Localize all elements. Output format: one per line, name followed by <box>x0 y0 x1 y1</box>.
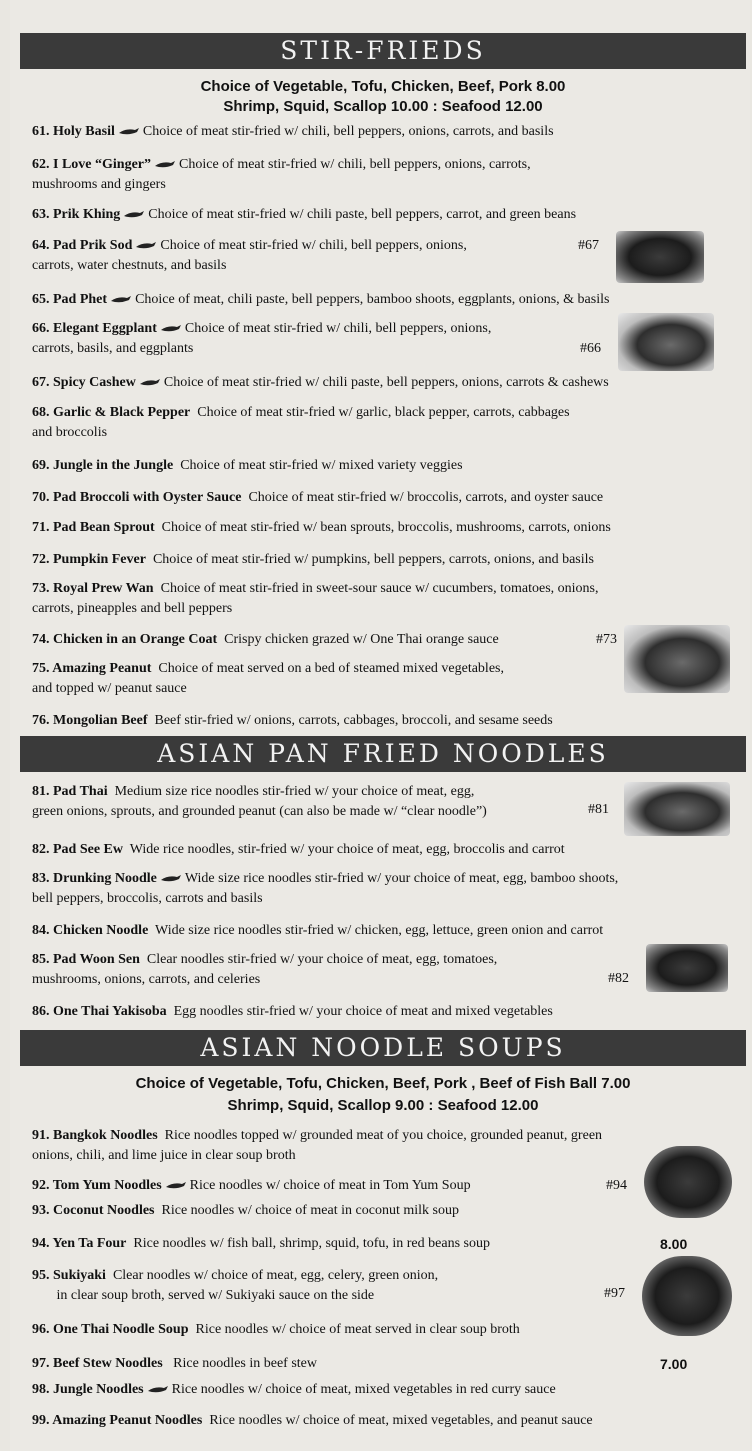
menu-item-73: 73. Royal Prew Wan Choice of meat stir-fried in sweet-sour sauce w/ cucumbers, tomatoes, onions, carrots, pineapples and bell peppers <box>32 581 599 616</box>
menu-item-81: 81. Pad Thai Medium size rice noodles stir-fried w/ your choice of meat, egg, green onions, sprouts, and grounded peanut (can also be made w/ “clear noodle”) <box>32 784 487 819</box>
photo-ref-97: #97 <box>604 1286 625 1301</box>
menu-item-64: 64. Pad Prik Sod Choice of meat stir-fried w/ chili, bell peppers, onions, carrots, water chestnuts, and basils <box>32 238 467 273</box>
menu-item-93: 93. Coconut Noodles Rice noodles w/ choice of meat in coconut milk soup <box>32 1203 459 1218</box>
menu-item-61: 61. Holy Basil Choice of meat stir-fried w/ chili, bell peppers, onions, carrots, and basils <box>32 124 554 139</box>
menu-item-68: 68. Garlic & Black Pepper Choice of meat stir-fried w/ garlic, black pepper, carrots, cabbages and broccolis <box>32 405 570 440</box>
menu-item-67: 67. Spicy Cashew Choice of meat stir-fried w/ chili paste, bell peppers, onions, carrots & cashews <box>32 375 609 390</box>
photo-ref-66: #66 <box>580 341 601 356</box>
menu-item-96: 96. One Thai Noodle Soup Rice noodles w/ choice of meat served in clear soup broth <box>32 1322 520 1337</box>
menu-item-65: 65. Pad Phet Choice of meat, chili paste, bell peppers, bamboo shoots, eggplants, onions, & basils <box>32 292 610 307</box>
dish-photo-67 <box>616 231 704 283</box>
stir-fried-price-line-1: Choice of Vegetable, Tofu, Chicken, Beef, Pork 8.00 <box>200 78 566 95</box>
menu-item-99: 99. Amazing Peanut Noodles Rice noodles w/ choice of meat, mixed vegetables, and peanut sauce <box>32 1413 593 1428</box>
chili-icon <box>160 874 182 883</box>
menu-item-98: 98. Jungle Noodles Rice noodles w/ choice of meat, mixed vegetables in red curry sauce <box>32 1382 556 1397</box>
chili-icon <box>118 127 140 136</box>
menu-item-76: 76. Mongolian Beef Beef stir-fried w/ onions, carrots, cabbages, broccoli, and sesame seeds <box>32 713 553 728</box>
price-beef-stew-noodles: 7.00 <box>660 1356 688 1372</box>
menu-item-91: 91. Bangkok Noodles Rice noodles topped w/ grounded meat of you choice, grounded peanut, green onions, chili, and lime juice in clear soup broth <box>32 1128 603 1163</box>
photo-ref-73: #73 <box>596 632 617 647</box>
section-banner-pan-fried-noodles: ASIAN PAN FRIED NOODLES <box>20 736 746 772</box>
menu-item-83: 83. Drunking Noodle Wide size rice noodles stir-fried w/ your choice of meat, egg, bamboo shoots, bell peppers, broccolis, carrots and basils <box>32 871 619 906</box>
menu-item-70: 70. Pad Broccoli with Oyster Sauce Choice of meat stir-fried w/ broccolis, carrots, and oyster sauce <box>32 490 604 505</box>
menu-item-85: 85. Pad Woon Sen Clear noodles stir-fried w/ your choice of meat, egg, tomatoes, mushrooms, onions, carrots, and celeries <box>32 952 498 987</box>
menu-item-75: 75. Amazing Peanut Choice of meat served on a bed of steamed mixed vegetables, and topped w/ peanut sauce <box>32 661 504 696</box>
chili-icon <box>160 324 182 333</box>
menu-item-62: 62. I Love “Ginger” Choice of meat stir-fried w/ chili, bell peppers, onions, carrots, mushrooms and gingers <box>32 157 531 192</box>
menu-item-69: 69. Jungle in the Jungle Choice of meat stir-fried w/ mixed variety veggies <box>32 458 463 473</box>
menu-item-92: 92. Tom Yum Noodles Rice noodles w/ choice of meat in Tom Yum Soup <box>32 1178 471 1193</box>
menu-item-95: 95. Sukiyaki Clear noodles w/ choice of meat, egg, celery, green onion, in clear soup broth, served w/ Sukiyaki sauce on the side <box>32 1268 439 1303</box>
menu-item-82: 82. Pad See Ew Wide rice noodles, stir-fried w/ your choice of meat, egg, broccolis and carrot <box>32 842 565 857</box>
photo-ref-81: #81 <box>588 802 609 817</box>
chili-icon <box>147 1385 169 1394</box>
menu-item-71: 71. Pad Bean Sprout Choice of meat stir-fried w/ bean sprouts, broccolis, mushrooms, carrots, onions <box>32 520 611 535</box>
noodle-soups-price-line-1: Choice of Vegetable, Tofu, Chicken, Beef, Pork , Beef of Fish Ball 7.00 <box>135 1075 631 1092</box>
menu-item-63: 63. Prik Khing Choice of meat stir-fried w/ chili paste, bell peppers, carrot, and green beans <box>32 207 577 222</box>
photo-ref-94: #94 <box>606 1178 627 1193</box>
chili-icon <box>139 378 161 387</box>
menu-item-86: 86. One Thai Yakisoba Egg noodles stir-fried w/ your choice of meat and mixed vegetables <box>32 1004 553 1019</box>
menu-item-94: 94. Yen Ta Four Rice noodles w/ fish ball, shrimp, squid, tofu, in red beans soup <box>32 1236 490 1251</box>
stir-fried-price-line-2: Shrimp, Squid, Scallop 10.00 : Seafood 12.00 <box>223 98 543 115</box>
chili-icon <box>123 210 145 219</box>
section-banner-noodle-soups: ASIAN NOODLE SOUPS <box>20 1030 746 1066</box>
chili-icon <box>154 160 176 169</box>
menu-item-66: 66. Elegant Eggplant Choice of meat stir-fried w/ chili, bell peppers, onions, carrots, basils, and eggplants <box>32 321 492 356</box>
menu-item-72: 72. Pumpkin Fever Choice of meat stir-fried w/ pumpkins, bell peppers, carrots, onions, and basils <box>32 552 594 567</box>
menu-page <box>10 0 750 1451</box>
dish-photo-82 <box>646 944 728 992</box>
photo-ref-67: #67 <box>578 238 599 253</box>
menu-item-97: 97. Beef Stew Noodles Rice noodles in beef stew <box>32 1356 318 1371</box>
section-banner-stir-fried: STIR-FRIEDS <box>20 33 746 69</box>
price-yen-ta-four: 8.00 <box>660 1236 688 1252</box>
menu-item-84: 84. Chicken Noodle Wide size rice noodles stir-fried w/ chicken, egg, lettuce, green onion and carrot <box>32 923 604 938</box>
chili-icon <box>135 241 157 250</box>
dish-photo-66 <box>618 313 714 371</box>
noodle-soups-price-line-2: Shrimp, Squid, Scallop 9.00 : Seafood 12.00 <box>227 1097 539 1114</box>
dish-photo-81 <box>624 782 730 836</box>
chili-icon <box>110 295 132 304</box>
menu-item-74: 74. Chicken in an Orange Coat Crispy chicken grazed w/ One Thai orange sauce <box>32 632 499 647</box>
photo-ref-82: #82 <box>608 971 629 986</box>
chili-icon <box>165 1181 187 1190</box>
